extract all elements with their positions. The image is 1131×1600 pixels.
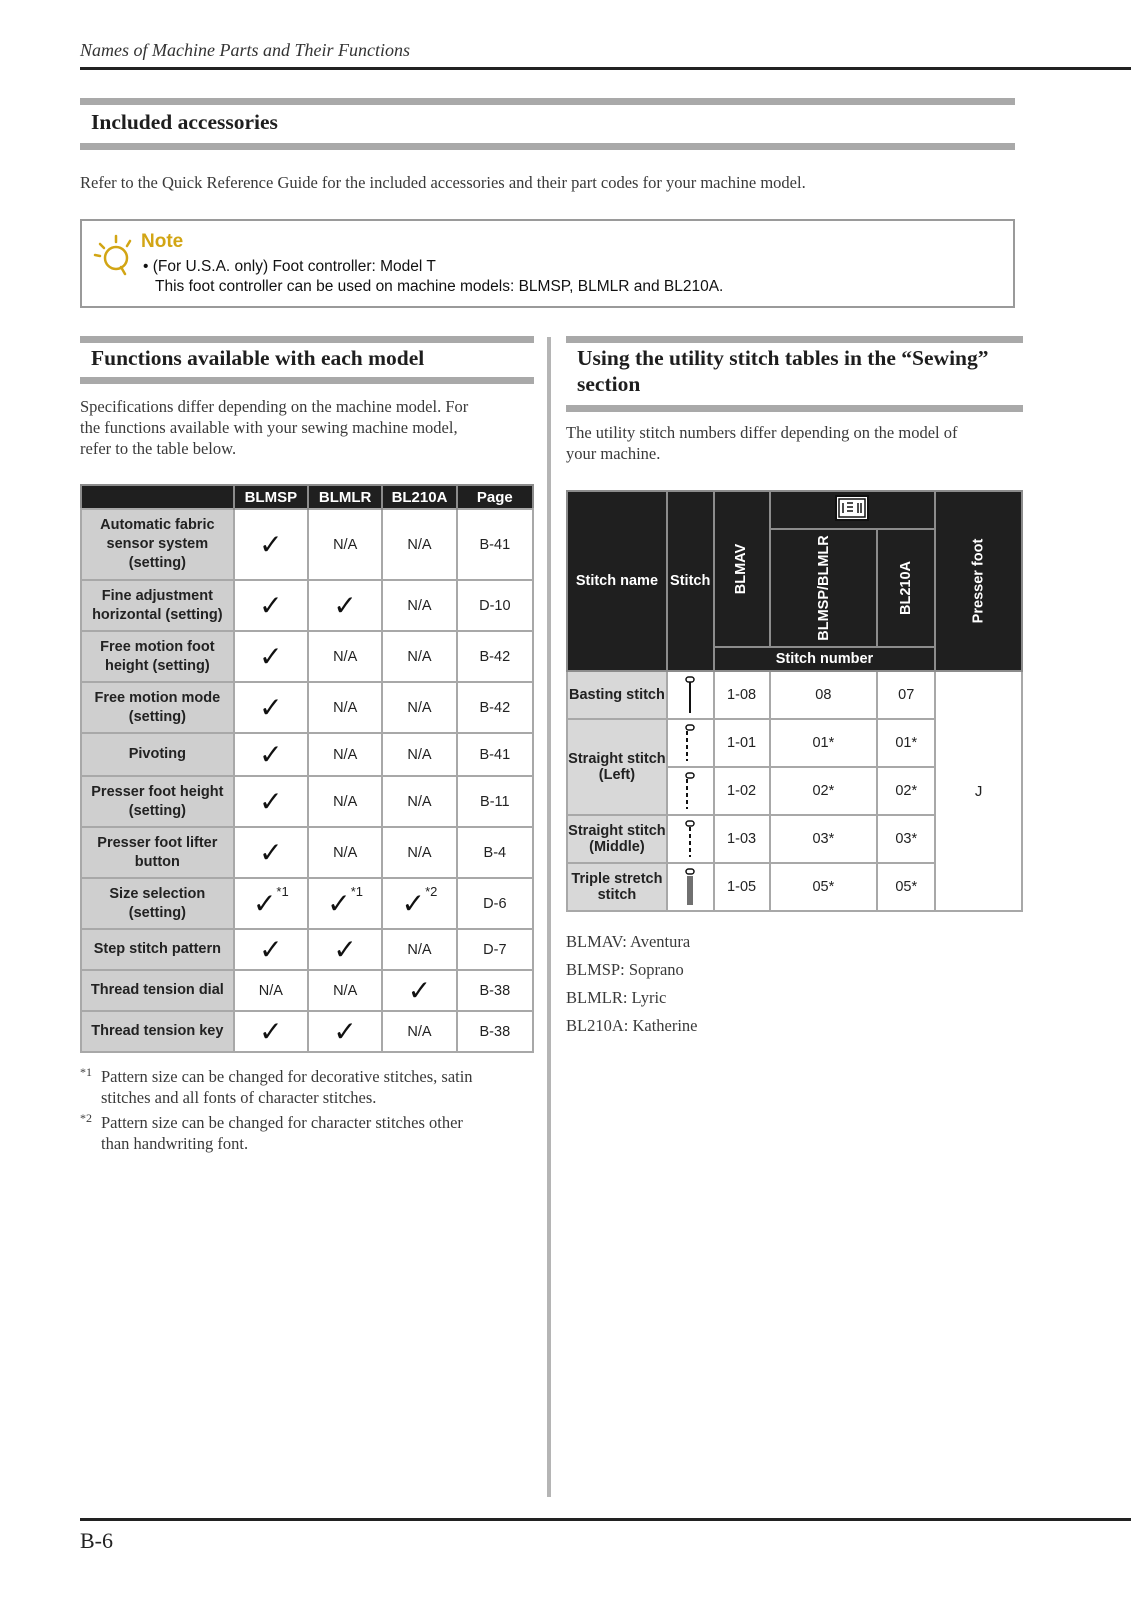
table-row xyxy=(81,776,533,827)
footnote-text: Pattern size can be changed for character stitches other xyxy=(101,1113,463,1132)
utility-text-line-1: The utility stitch numbers differ depending on the model of xyxy=(566,423,958,442)
table-row xyxy=(81,580,533,631)
stitch-cell xyxy=(667,863,714,911)
stitch-name: Triple stretch stitch xyxy=(567,863,667,911)
heading-bar-bottom xyxy=(80,377,534,384)
table-header-row xyxy=(567,491,1022,529)
page-ref: B-11 xyxy=(457,776,533,827)
page-ref: B-4 xyxy=(457,827,533,878)
table-row xyxy=(81,878,533,929)
header-presser-foot-label: Presser foot xyxy=(970,538,987,624)
check-mark-icon: ✓ xyxy=(333,588,357,622)
footnote-ref: *2 xyxy=(425,883,438,899)
function-name: Size selection (setting) xyxy=(81,878,234,929)
heading-bar-top xyxy=(80,98,1015,105)
header-blank-cell xyxy=(81,485,234,509)
table-row xyxy=(81,929,533,970)
header-bl210a: BL210A xyxy=(382,485,456,509)
footnote-ref: *1 xyxy=(276,883,289,899)
note-label: Note xyxy=(141,231,184,252)
cell-value: N/A xyxy=(308,631,382,682)
triple-stretch-stitch-icon xyxy=(683,868,697,906)
table-row xyxy=(81,827,533,878)
note-box xyxy=(80,219,1015,308)
column-divider xyxy=(547,337,551,1497)
utility-heading xyxy=(566,336,1023,412)
page-ref: B-41 xyxy=(457,733,533,776)
check-mark-icon: ✓ xyxy=(259,1014,283,1048)
header-presser-foot xyxy=(935,491,1022,671)
page-number: B-6 xyxy=(80,1528,113,1553)
stitch-name: Straight stitch (Left) xyxy=(567,719,667,815)
check-mark-icon: ✓ xyxy=(259,527,283,561)
stitch-number-bl210a: 01* xyxy=(877,719,935,767)
page-header-title: Names of Machine Parts and Their Functions xyxy=(80,40,410,60)
function-name: Free motion foot height (setting) xyxy=(81,631,234,682)
included-accessories-heading xyxy=(80,98,1015,150)
heading-bar-bottom xyxy=(566,405,1023,412)
header-rule xyxy=(80,67,1131,70)
cell-value: N/A xyxy=(308,827,382,878)
check-mark-icon: ✓ xyxy=(327,886,351,920)
check-mark-icon: ✓ xyxy=(259,690,283,724)
check-mark-icon: ✓ xyxy=(259,639,283,673)
model-legend-item: BLMSP: Soprano xyxy=(566,960,684,979)
cell-value: N/A xyxy=(382,682,456,733)
note-line-2: This foot controller can be used on machine models: BLMSP, BLMLR and BL210A. xyxy=(155,278,724,295)
page-ref: D-7 xyxy=(457,929,533,970)
stitch-number-blmav: 1-02 xyxy=(714,767,770,815)
footnote-1 xyxy=(80,1066,540,1108)
basting-stitch-icon xyxy=(683,676,697,714)
section-title-line-1: Using the utility stitch tables in the “Sewing” xyxy=(577,346,989,370)
check-mark-icon: ✓ xyxy=(259,835,283,869)
header-blmav-label: BLMAV xyxy=(733,543,750,595)
table-header-row xyxy=(81,485,533,509)
function-name: Free motion mode (setting) xyxy=(81,682,234,733)
model-legend-item: BLMAV: Aventura xyxy=(566,932,691,951)
footnote-mark: *1 xyxy=(80,1065,92,1079)
page-ref: B-38 xyxy=(457,1011,533,1052)
check-mark-icon: ✓ xyxy=(333,932,357,966)
page-ref: B-42 xyxy=(457,682,533,733)
stitch-cell xyxy=(667,671,714,719)
stitch-number-bl210a: 05* xyxy=(877,863,935,911)
function-name: Presser foot lifter button xyxy=(81,827,234,878)
stitch-number-blmav: 1-08 xyxy=(714,671,770,719)
header-blmsp-blmlr xyxy=(770,529,878,647)
stitch-number-blmsp-blmlr: 01* xyxy=(770,719,878,767)
table-row xyxy=(81,631,533,682)
cell-value: N/A xyxy=(308,733,382,776)
stitch-cell xyxy=(667,767,714,815)
check-mark-icon: ✓ xyxy=(259,784,283,818)
function-name: Step stitch pattern xyxy=(81,929,234,970)
cell-value: N/A xyxy=(382,929,456,970)
footnote-2 xyxy=(80,1112,540,1154)
functions-table xyxy=(80,484,534,1053)
function-name: Automatic fabric sensor system (setting) xyxy=(81,509,234,580)
table-row xyxy=(567,671,1022,719)
function-name: Thread tension dial xyxy=(81,970,234,1011)
heading-bar-top xyxy=(80,336,534,343)
stitch-number-blmsp-blmlr: 03* xyxy=(770,815,878,863)
stitch-number-bl210a: 03* xyxy=(877,815,935,863)
lightbulb-icon xyxy=(92,233,136,277)
page-ref: B-38 xyxy=(457,970,533,1011)
check-mark-icon: ✓ xyxy=(252,886,277,920)
check-mark-icon: ✓ xyxy=(259,932,283,966)
cell-value: N/A xyxy=(382,509,456,580)
header-page: Page xyxy=(457,485,533,509)
stitch-number-blmav: 1-01 xyxy=(714,719,770,767)
footnote-text: than handwriting font. xyxy=(101,1134,249,1153)
table-row xyxy=(81,1011,533,1052)
check-mark-icon: ✓ xyxy=(333,1014,357,1048)
header-blmsp-blmlr-label: BLMSP/BLMLR xyxy=(815,535,832,641)
functions-text-line-2: the functions available with your sewing machine model, xyxy=(80,418,458,437)
functions-heading xyxy=(80,336,534,384)
header-blmsp: BLMSP xyxy=(234,485,308,509)
utility-text-line-2: your machine. xyxy=(566,444,661,463)
table-row xyxy=(81,970,533,1011)
function-name: Fine adjustment horizontal (setting) xyxy=(81,580,234,631)
header-blmlr: BLMLR xyxy=(308,485,382,509)
table-row xyxy=(81,682,533,733)
function-name: Pivoting xyxy=(81,733,234,776)
machine-screen-icon xyxy=(835,495,869,521)
cell-value: N/A xyxy=(308,509,382,580)
header-stitch-number: Stitch number xyxy=(714,647,936,671)
section-title: Functions available with each model xyxy=(91,346,425,370)
cell-value: N/A xyxy=(382,827,456,878)
straight-stitch-middle-icon xyxy=(683,820,697,858)
heading-bar-bottom xyxy=(80,143,1015,150)
cell-value: N/A xyxy=(308,682,382,733)
cell-value: N/A xyxy=(382,733,456,776)
model-legend-item: BL210A: Katherine xyxy=(566,1016,698,1035)
function-name: Presser foot height (setting) xyxy=(81,776,234,827)
page-ref: B-41 xyxy=(457,509,533,580)
stitch-number-blmsp-blmlr: 05* xyxy=(770,863,878,911)
section-title-line-2: section xyxy=(577,372,641,396)
straight-stitch-left-icon xyxy=(683,724,697,762)
note-line-1: • (For U.S.A. only) Foot controller: Model T xyxy=(143,258,436,275)
cell-value: N/A xyxy=(382,1011,456,1052)
cell-value: N/A xyxy=(234,970,308,1011)
stitch-name: Basting stitch xyxy=(567,671,667,719)
footnote-mark: *2 xyxy=(80,1111,92,1125)
stitch-number-blmsp-blmlr: 08 xyxy=(770,671,878,719)
section-title: Included accessories xyxy=(91,110,278,134)
stitch-cell xyxy=(667,815,714,863)
stitch-number-blmav: 1-05 xyxy=(714,863,770,911)
stitch-number-blmsp-blmlr: 02* xyxy=(770,767,878,815)
functions-text-line-1: Specifications differ depending on the machine model. For xyxy=(80,397,469,416)
footer-rule xyxy=(80,1518,1131,1521)
presser-foot-value: J xyxy=(935,671,1022,911)
table-row xyxy=(81,509,533,580)
check-mark-icon: ✓ xyxy=(259,737,283,771)
utility-stitch-table xyxy=(566,490,1023,912)
footnote-ref: *1 xyxy=(350,883,364,899)
page-ref: D-6 xyxy=(457,878,533,929)
footnote-text: stitches and all fonts of character stitches. xyxy=(101,1088,377,1107)
stitch-name: Straight stitch (Middle) xyxy=(567,815,667,863)
check-mark-icon: ✓ xyxy=(259,588,283,622)
footnote-text: Pattern size can be changed for decorative stitches, satin xyxy=(101,1067,473,1086)
heading-bar-top xyxy=(566,336,1023,343)
header-blmav xyxy=(714,491,770,647)
header-stitch: Stitch xyxy=(667,491,714,671)
cell-value: N/A xyxy=(308,776,382,827)
cell-value: N/A xyxy=(382,631,456,682)
header-machine-icon-cell xyxy=(770,491,936,529)
header-bl210a-label: BL210A xyxy=(898,561,915,615)
check-mark-icon: ✓ xyxy=(401,886,426,920)
straight-stitch-left-icon xyxy=(683,772,697,810)
cell-value: N/A xyxy=(382,580,456,631)
cell-value: N/A xyxy=(308,970,382,1011)
table-row xyxy=(81,733,533,776)
stitch-number-bl210a: 02* xyxy=(877,767,935,815)
check-mark-icon: ✓ xyxy=(407,973,432,1007)
model-legend-item: BLMLR: Lyric xyxy=(566,988,667,1007)
header-bl210a xyxy=(877,529,935,647)
function-name: Thread tension key xyxy=(81,1011,234,1052)
page-ref: B-42 xyxy=(457,631,533,682)
included-accessories-text: Refer to the Quick Reference Guide for the included accessories and their part codes for your machine model. xyxy=(80,173,806,192)
stitch-number-blmav: 1-03 xyxy=(714,815,770,863)
cell-value: N/A xyxy=(382,776,456,827)
stitch-cell xyxy=(667,719,714,767)
functions-text-line-3: refer to the table below. xyxy=(80,439,237,458)
page-ref: D-10 xyxy=(457,580,533,631)
stitch-number-bl210a: 07 xyxy=(877,671,935,719)
header-stitch-name: Stitch name xyxy=(567,491,667,671)
